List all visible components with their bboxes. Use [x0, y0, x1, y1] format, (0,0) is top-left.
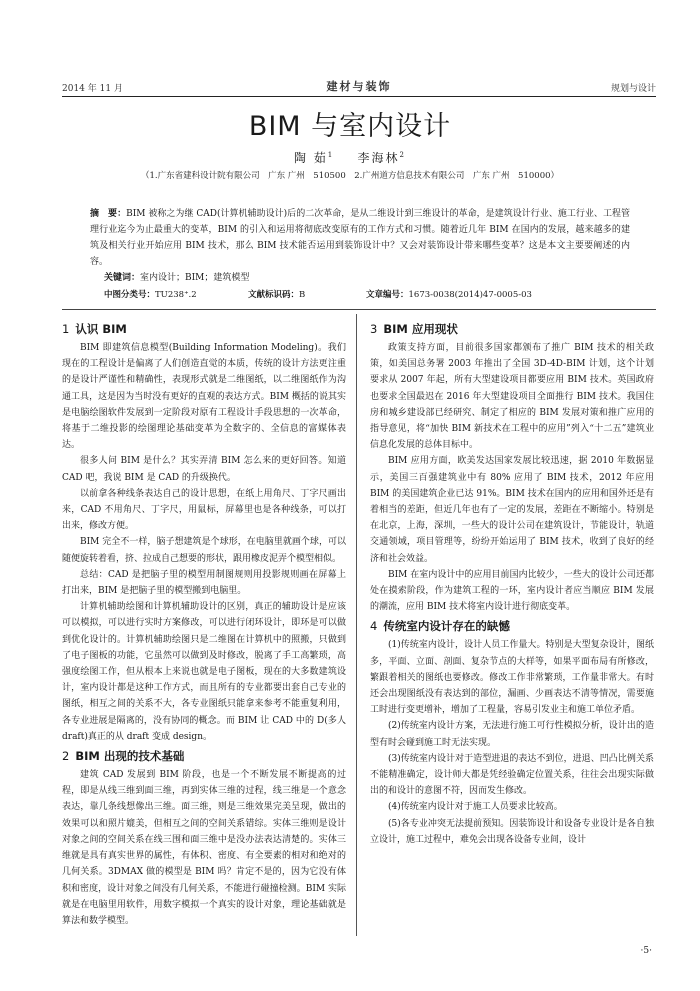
keywords-label: 关键词：	[104, 273, 141, 283]
section-number: 3	[370, 322, 378, 336]
section-name: 规划与设计	[610, 84, 656, 94]
paragraph: (5)各专业冲突无法提前预知。因装饰设计和设备专业设计是各自独立设计，施工过程中，难免会出现各设备专业间，设计	[370, 818, 654, 845]
paragraph: BIM 即建筑信息模型(Building Information Modeling)。我们现在的工程设计是偏离了人们创造直觉的本质，传统的设计方法更注重的是设计严谨性和精确性，表现形式就是二维图纸，以二维图纸作为沟通工具，这是因为当时没有更好的直观的表达方式。BIM 概括的说其实是电脑绘图软件发展到一定阶段对原有工程设计手段思想的一次革命，将基于二维投影的绘图理论基础变革为全数字的、全信息的富媒体表达。	[62, 343, 346, 451]
paragraph: 建筑 CAD 发展到 BIM 阶段，也是一个不断发展不断提高的过程，即是从线三维到面三维，再到实体三维的过程，线三维是一个意念表达，靠几条线想像出三维。面三维，则是三维效果完美呈现，做出的效果可以和照片媲美，但相互之间的空间关系错综。实体三维则是设计对象之间的空间关系在线三围和面三维中是没办法表达清楚的。实体三维就是具有真实世界的属性，有体积、密度、有全要素的相对和绝对的几何关系。3DMAX 做的模型是 BIM 吗？肯定不是的，因为它没有体积和密度，设计对象之间没有几何关系，不能进行碰撞检测。BIM 实际就是在电脑里用软件，用数字模拟一个真实的设计对象，理论基础就是算法和数学模型。	[62, 770, 346, 926]
keywords	[104, 270, 249, 283]
section-heading	[62, 321, 346, 338]
right-column	[370, 318, 654, 848]
section-heading	[62, 748, 346, 765]
journal-name: 建材与装饰	[326, 80, 392, 93]
paragraph: (3)传统室内设计对于造型进退的表达不到位，进退、凹凸比例关系不能精准确定，设计师大都是凭经验确定位置关系，往往会出现实际做出的和设计的意图不符，因而发生修改。	[370, 753, 654, 797]
author-line	[0, 149, 700, 166]
abstract	[90, 206, 630, 270]
paragraph: BIM 在室内设计中的应用目前国内比较少，一些大的设计公司还都处在摸索阶段，作为建筑工程的一环，室内设计者应当顺应 BIM 发展的潮流，应用 BIM 技术将室内设计进行彻底变革。	[370, 569, 654, 613]
article-number-label: 文章编号：	[366, 290, 409, 300]
paragraph: (2)传统室内设计方案，无法进行施工可行性模拟分析，设计出的造型有时会碰到施工时无法实现。	[370, 721, 654, 748]
author-affil-mark: 2	[399, 151, 407, 159]
author-name: 李海林	[357, 151, 400, 165]
doc-code-label: 文献标识码：	[248, 290, 300, 300]
classification-value: TU238⁺.2	[155, 290, 197, 300]
paragraph: BIM 应用方面，欧美发达国家发展比较迅速，据 2010 年数据显示，美国三百强建筑业中有 80% 应用了 BIM 技术，2012 年应用 BIM 的美国建筑企业已达 91%。BIM 技术在国内的应用和国外还是有着相当的差距，但近几年也有了一定的发展，差距在不断缩小。特别是在北京，上海，深圳，一些大的设计公司在建筑设计，节能设计，轨道交通领域，项目管理等，纷纷开始运用了 BIM 技术，收到了良好的经济和社会效益。	[370, 456, 654, 564]
section-title: 传统室内设计存在的缺憾	[383, 619, 510, 634]
author-affil-mark: 1	[327, 151, 335, 159]
paragraph: 总结：CAD 是把脑子里的模型用制图规则用投影规则画在屏幕上打出来，BIM 是把脑子里的模型搬到电脑里。	[62, 569, 346, 597]
author-name: 陶 茹	[293, 151, 328, 165]
paragraph: 计算机辅助绘图和计算机辅助设计的区别，真正的辅助设计是应该可以模拟，可以进行实时方案修改，可以进行闭环设计，即环是可以做到优化设计的。计算机辅助绘图只是二维图在计算机中的照搬，只做到了电子图板的功能，它虽然可以做到及时修改，脱离了手工高繁琐，高强度绘图工作，但从根本上来说也就是电子图板，现在的大多数建筑设计，室内设计都是这种工作方式，而且所有的专业都要出套自己专业的图纸，相互之间的关系不大，各专业图纸只能拿来参考不能重复利用，各专业进展是隔离的，没有协同的概念。而 BIM 让 CAD 中的 D(多人 draft)真正的从 draft 变成 design。	[62, 602, 346, 742]
paragraph: 很多人问 BIM 是什么？其实弄清 BIM 怎么来的更好回答。知道 CAD 吧，我说 BIM 是 CAD 的升级换代。	[62, 456, 346, 483]
paragraph: 政策支持方面，目前很多国家都颁布了推广 BIM 技术的相关政策，如美国总务署 2003 年推出了全国 3D-4D-BIM 计划，这个计划要求从 2007 年起，所有大型建设项目都要应用 BIM 技术。英国政府也要求全国最迟在 2016 年大型建设项目全面推行 BIM 技术。我国住房和城乡建设部已经研究、制定了相应的 BIM 发展对策和推广应用的指导意见，将“加快 BIM 新技术在工程中的应用”列入“十二五”建筑业信息化发展的总体目标中。	[370, 343, 654, 451]
article-number	[366, 288, 532, 300]
section-heading	[370, 618, 654, 635]
page-number: ·5·	[640, 946, 652, 956]
doc-code	[248, 288, 305, 300]
section-number: 1	[62, 322, 70, 336]
affiliation: （1.广东省建科设计院有限公司 广东 广州 510500 2.广州道方信息技术有限公司 广东 广州 510000）	[140, 171, 560, 181]
abstract-text: BIM 被称之为继 CAD(计算机辅助设计)后的二次革命，是从二维设计到三维设计的革命，是建筑设计行业、施工行业、工程管理行业迄今为止最重大的变革，BIM 的引入和运用将彻底改变原有的工作方式和习惯。随着近几年 BIM 在国内的发展，越来越多的建筑及相关行业开始应用 BIM 技术，那么 BIM 技术能否运用到装饰设计中？又会对装饰设计带来哪些变革？这是本文主要要阐述的内容。	[90, 209, 630, 267]
left-column	[62, 318, 346, 929]
article-number-value: 1673-0038(2014)47-0005-03	[408, 290, 532, 300]
paragraph: BIM 完全不一样，脑子想建筑是个球形，在电脑里就画个球，可以随便旋转着看，挤、拉成自己想要的形状，跟用橡皮泥弄个模型相似。	[62, 537, 346, 564]
doc-code-value: B	[299, 290, 306, 300]
running-header	[62, 78, 656, 96]
section-number: 4	[370, 619, 378, 634]
section-title: 认识 BIM	[75, 322, 127, 336]
classification-label: 中图分类号：	[104, 290, 156, 300]
header-rule	[62, 96, 656, 97]
column-divider	[356, 314, 357, 936]
keywords-text: 室内设计；BIM；建筑模型	[140, 273, 250, 283]
issue-date: 2014 年 11 月	[62, 84, 123, 94]
paragraph: 以前拿各种线条表达自己的设计思想，在纸上用角尺、丁字尺画出来，CAD 不用角尺、丁字尺，用鼠标，屏幕里也是各种线条，可以打出来，修改方便。	[62, 488, 346, 532]
classification	[104, 288, 197, 300]
meta-rule	[62, 309, 656, 310]
abstract-label: 摘 要：	[90, 209, 127, 219]
article-title: BIM 与室内设计	[248, 111, 452, 142]
section-number: 2	[62, 749, 70, 764]
paragraph: (4)传统室内设计对于施工人员要求比较高。	[388, 802, 563, 813]
section-title: BIM 应用现状	[383, 322, 458, 336]
section-heading	[370, 321, 654, 338]
section-title: BIM 出现的技术基础	[75, 749, 185, 764]
paragraph: (1)传统室内设计，设计人员工作量大。特别是大型复杂设计，图纸多，平面、立面、剖面、复杂节点的大样等，如果平面布局有所修改，繁跟着相关的图纸也要修改。修改工作非常繁琐，工作量非常大。有时还会出现图纸没有表达到的部位，漏画、少画表达不清等情况，需要施工时进行变更增补，增加了工程量，容易引发业主和施工单位矛盾。	[370, 640, 654, 716]
